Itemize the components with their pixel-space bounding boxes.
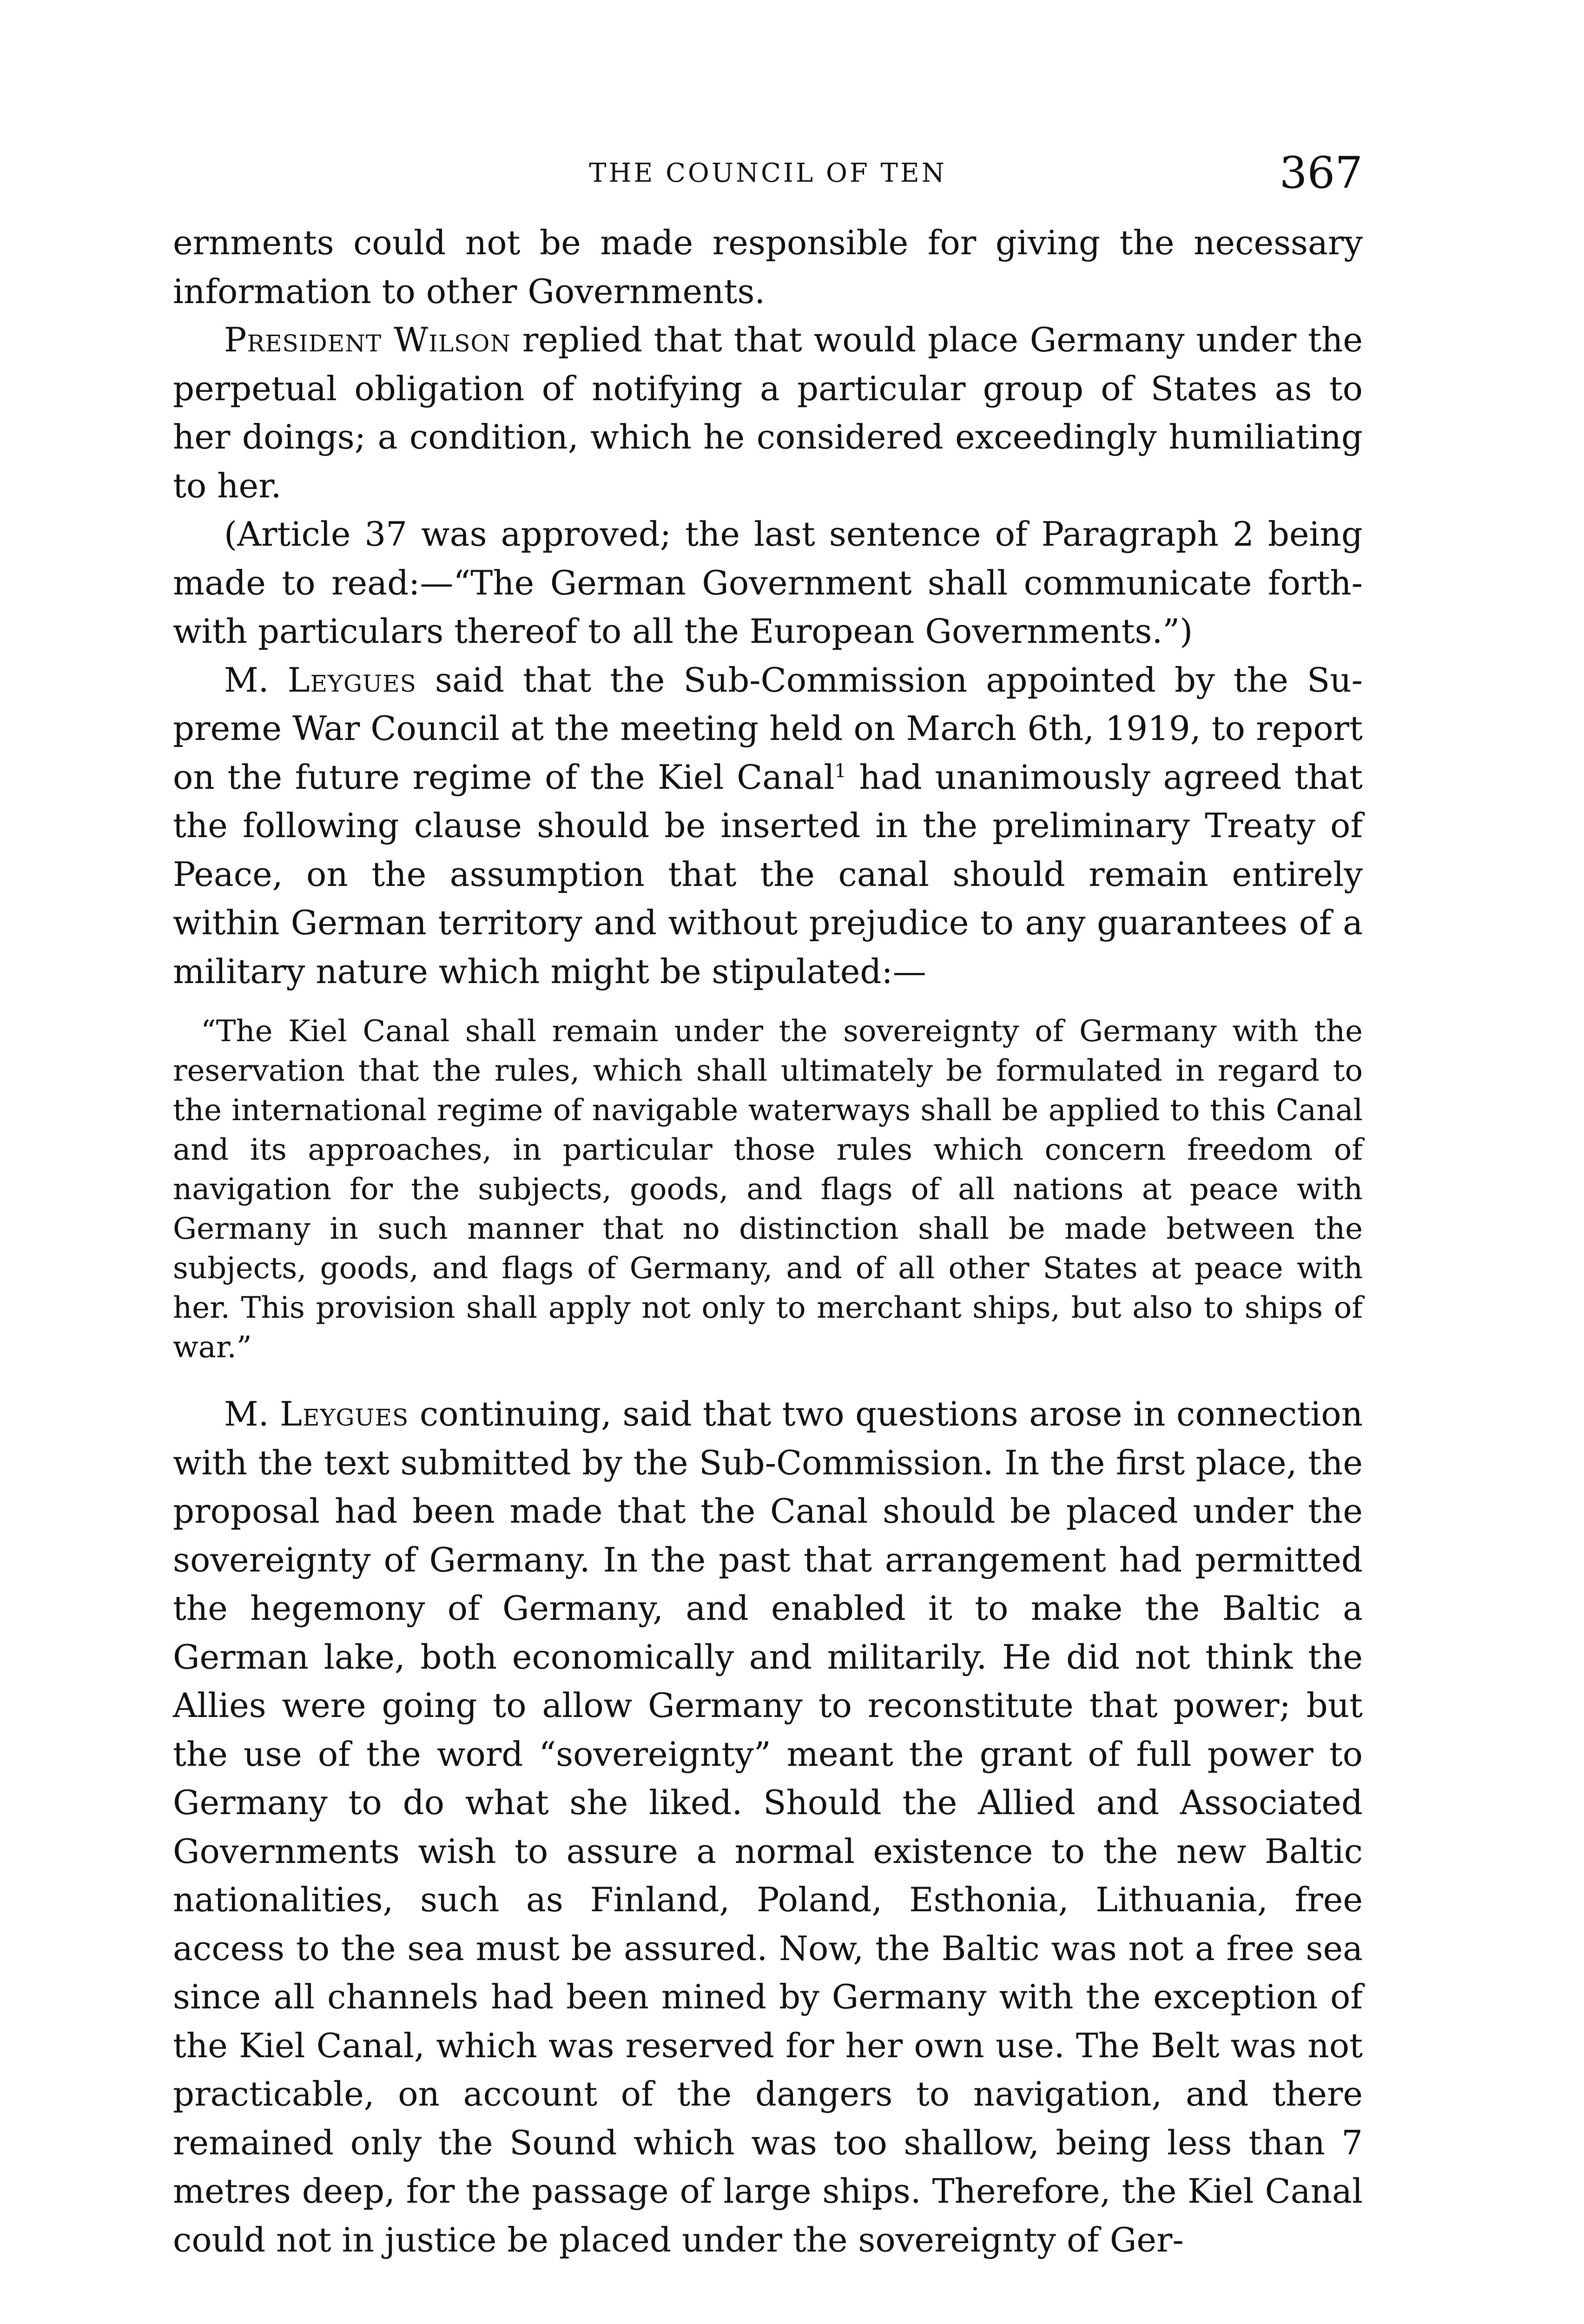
block-quote-kiel-canal-clause: “The Kiel Canal shall remain under the sovereignty of Germany with the reservation that the rules, which shall ultimately be formulated in regard to the international regime of navigable waterways shall be applied to this Canal and its approaches, in particular those rules which concern freedom of navigation for the subjects, goods, and flags of all nations at peace with Germany in such manner that no distinction shall be made between the subjects, goods, and flags of Germany, and of all other States at peace with her. This provision shall apply not only to merchant ships, but also to ships of war.” <box>173 1014 1363 1365</box>
paragraph-text: said that the Sub-Commission appointed by the Supreme War Council at the meeting held on March 6th, 1919, to report on the future regime of the Kiel Canal <box>173 660 1363 797</box>
speaker-title: M. <box>224 1394 280 1433</box>
body-text <box>173 218 1363 2264</box>
speaker-name: Leygues <box>287 660 416 700</box>
speaker-name: Leygues <box>280 1394 409 1433</box>
speaker-title: M. <box>224 660 288 700</box>
paragraph-text: continuing, said that two questions arose in connection with the text submitted by the Sub-Commission. In the first place, the proposal had been made that the Canal should be placed under the sovereignty of Germany. In the past that arrangement had permitted the hegemony of Germany, and enabled it to make the Baltic a German lake, both economically and militarily. He did not think the Allies were going to allow Germany to reconstitute that power; but the use of the word “sovereignty” meant the grant of full power to Germany to do what she liked. Should the Allied and Associated Governments wish to assure a normal existence to the new Baltic nationalities, such as Finland, Poland, Esthonia, Lithuania, free access to the sea must be assured. Now, the Baltic was not a free sea since all channels had been mined by Germany with the exception of the Kiel Canal, which was reserved for her own use. The Belt was not practicable, on account of the dangers to navigation, and there remained only the Sound which was too shallow, being less than 7 metres deep, for the passage of large ships. Therefore, the Kiel Canal could not in justice be placed under the sovereignty of Ger- <box>173 1394 1363 2259</box>
speaker-name: President Wilson <box>224 320 511 359</box>
paragraph-continuation <box>173 218 1363 316</box>
paragraph-text: had unanimously agreed that the following clause should be inserted in the preliminary Treaty of Peace, on the assumption that the canal should remain entirely within German territory and without prejudice to any guarantees of a military nature which might be stipulated:— <box>173 757 1363 991</box>
footnote-reference: 1 <box>834 760 846 782</box>
paragraph-text: ernments could not be made responsible for giving the necessary information to other Governments. <box>173 223 1363 311</box>
paragraph-article-37 <box>173 510 1363 656</box>
paragraph-leygues-2 <box>173 1390 1363 2264</box>
paragraph-leygues-1 <box>173 656 1363 996</box>
page-number: 367 <box>1279 148 1363 198</box>
page-header <box>173 148 1363 199</box>
paragraph-wilson <box>173 316 1363 510</box>
paragraph-text: replied that that would place Germany under the perpetual obligation of notifying a particular group of States as to her doings; a condition, which he considered exceedingly humiliating to her. <box>173 320 1363 505</box>
running-head: THE COUNCIL OF TEN <box>589 158 947 188</box>
paragraph-text: (Article 37 was approved; the last sentence of Paragraph 2 being made to read:—“The German Government shall communicate forthwith particulars thereof to all the European Governments.”) <box>173 515 1363 651</box>
